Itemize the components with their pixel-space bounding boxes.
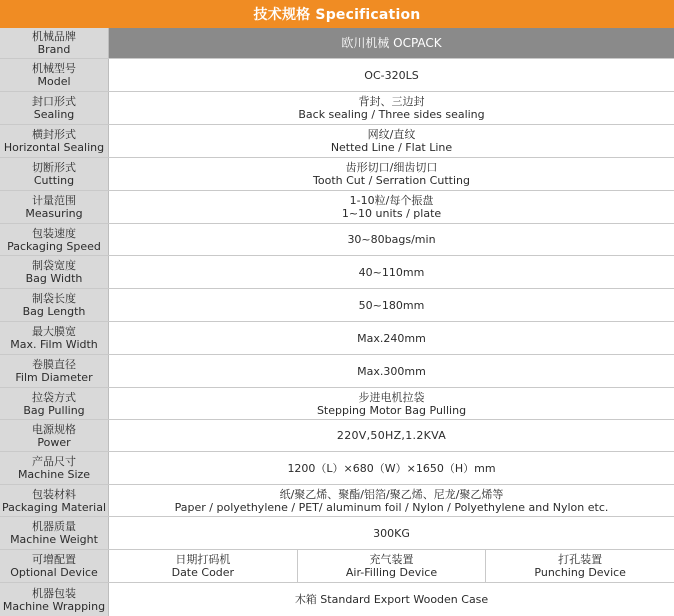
spec-row-machine-size: [0, 452, 674, 485]
spec-row-brand: [0, 28, 674, 59]
option-date-coder: [109, 550, 298, 582]
label-en: Optional Device: [10, 566, 98, 579]
label-cn: 制袋长度: [32, 292, 76, 305]
label-en: Bag Pulling: [23, 403, 85, 417]
row-label: [0, 322, 109, 354]
label-en: Machine Size: [17, 468, 91, 481]
option-cn: 日期打码机: [175, 553, 231, 566]
wrapping-value: 木箱 Standard Export Wooden Case: [294, 593, 489, 606]
row-label: [0, 158, 109, 190]
spec-row-optional-device: [0, 550, 674, 583]
row-label: [0, 224, 109, 255]
row-value: [109, 517, 674, 549]
label-en: Machine Weight: [10, 533, 98, 546]
row-value: [109, 191, 674, 223]
spec-row-machine-wrapping: [0, 583, 674, 616]
row-value: [109, 583, 674, 616]
label-cn: 制袋宽度: [32, 259, 76, 272]
row-value: [109, 322, 674, 354]
row-value: [109, 125, 674, 157]
row-label: [0, 452, 109, 484]
row-value: [109, 224, 674, 255]
value-en: Tooth Cut / Serration Cutting: [313, 174, 470, 187]
label-cn: 可增配置: [32, 553, 76, 566]
label-cn: 计量范围: [32, 194, 76, 207]
row-label: [0, 289, 109, 321]
row-value: [109, 388, 674, 419]
label-en: Packaging Material: [1, 500, 107, 514]
row-value: [109, 420, 674, 451]
row-value: [109, 289, 674, 321]
value-cn: 网纹/直纹: [367, 128, 416, 141]
row-label: [0, 388, 109, 419]
label-en: Sealing: [33, 108, 75, 121]
spec-row-cutting: [0, 158, 674, 191]
row-label: [0, 28, 109, 58]
label-cn: 机器质量: [32, 520, 76, 533]
label-cn: 拉袋方式: [32, 390, 76, 404]
label-cn: 卷膜直径: [32, 358, 76, 371]
power-value: 220V,50HZ,1.2KVA: [336, 429, 447, 442]
value-en: Netted Line / Flat Line: [330, 141, 453, 154]
value-en: Stepping Motor Bag Pulling: [316, 403, 467, 417]
row-label: [0, 355, 109, 387]
value-en: 1~10 units / plate: [341, 207, 442, 220]
row-label: [0, 59, 109, 91]
label-en: Cutting: [33, 174, 75, 187]
row-value: [109, 550, 674, 582]
bag-width-value: 40~110mm: [358, 265, 425, 279]
spec-row-power: [0, 420, 674, 452]
film-diameter-value: Max.300mm: [357, 364, 426, 378]
value-en: Paper / polyethylene / PET/ aluminum foil / Nylon / Polyethylene and Nylon etc.: [174, 500, 609, 514]
spec-row-measuring: [0, 191, 674, 224]
label-cn: 最大膜宽: [32, 325, 76, 338]
spec-row-machine-weight: [0, 517, 674, 550]
label-cn: 封口形式: [32, 95, 76, 108]
label-en: Packaging Speed: [7, 239, 101, 253]
value-cn: 纸/聚乙烯、聚酯/铝箔/聚乙烯、尼龙/聚乙烯等: [279, 487, 504, 501]
spec-row-bag-width: [0, 256, 674, 289]
label-cn: 机械型号: [32, 62, 76, 75]
spec-row-packaging-speed: [0, 224, 674, 256]
label-cn: 机器包装: [32, 586, 76, 600]
option-air-filling: [298, 550, 487, 582]
label-en: Max. Film Width: [10, 338, 98, 351]
row-value: [109, 28, 674, 58]
machine-weight-value: 300KG: [373, 526, 410, 540]
option-punching: [486, 550, 674, 582]
option-en: Date Coder: [171, 566, 235, 579]
label-en: Measuring: [25, 207, 83, 220]
option-en: Air-Filling Device: [345, 566, 438, 579]
spec-row-horizontal-sealing: [0, 125, 674, 158]
machine-size-value: 1200（L）×680（W）×1650（H）mm: [287, 461, 496, 475]
row-value: [109, 355, 674, 387]
spec-row-sealing: [0, 92, 674, 125]
row-label: [0, 583, 109, 616]
row-value: [109, 256, 674, 288]
value-en: Back sealing / Three sides sealing: [298, 108, 485, 121]
label-cn: 切断形式: [32, 161, 76, 174]
model-value: OC-320LS: [364, 68, 419, 82]
row-value: [109, 485, 674, 516]
spec-row-bag-length: [0, 289, 674, 322]
label-cn: 包装材料: [32, 487, 76, 501]
label-en: Bag Length: [22, 305, 86, 318]
row-label: [0, 420, 109, 451]
row-label: [0, 125, 109, 157]
speed-value: 30~80bags/min: [347, 233, 436, 246]
value-cn: 齿形切口/细齿切口: [345, 161, 438, 174]
spec-row-film-diameter: [0, 355, 674, 388]
film-width-value: Max.240mm: [357, 331, 426, 345]
spec-row-model: [0, 59, 674, 92]
label-cn: 产品尺寸: [32, 455, 76, 468]
option-cn: 充气装置: [369, 553, 414, 566]
spec-row-bag-pulling: [0, 388, 674, 420]
label-cn: 横封形式: [32, 128, 76, 141]
row-value: [109, 158, 674, 190]
row-label: [0, 92, 109, 124]
row-label: [0, 191, 109, 223]
row-label: [0, 485, 109, 516]
spec-row-max-film-width: [0, 322, 674, 355]
row-value: [109, 59, 674, 91]
brand-value: 欧川机械 OCPACK: [341, 35, 442, 50]
label-en: Model: [37, 75, 71, 88]
value-cn: 步进电机拉袋: [358, 390, 425, 404]
label-en: Bag Width: [25, 272, 83, 285]
label-cn: 电源规格: [32, 422, 76, 436]
label-cn: 包装速度: [32, 226, 76, 240]
label-en: Film Diameter: [15, 371, 93, 384]
label-en: Brand: [37, 43, 71, 56]
row-label: [0, 256, 109, 288]
label-en: Power: [37, 435, 71, 449]
spec-row-packaging-material: [0, 485, 674, 517]
value-cn: 1-10粒/每个振盘: [349, 194, 434, 207]
label-cn: 机械品牌: [32, 30, 76, 43]
row-label: [0, 550, 109, 582]
bag-length-value: 50~180mm: [358, 298, 425, 312]
row-value: [109, 452, 674, 484]
row-value: [109, 92, 674, 124]
option-cn: 打孔装置: [558, 553, 603, 566]
row-label: [0, 517, 109, 549]
option-en: Punching Device: [534, 566, 626, 579]
label-en: Horizontal Sealing: [3, 141, 105, 154]
value-cn: 背封、三边封: [358, 95, 425, 108]
spec-title: 技术规格 Specification: [253, 7, 421, 23]
spec-header: [0, 0, 674, 28]
label-en: Machine Wrapping: [2, 599, 106, 613]
